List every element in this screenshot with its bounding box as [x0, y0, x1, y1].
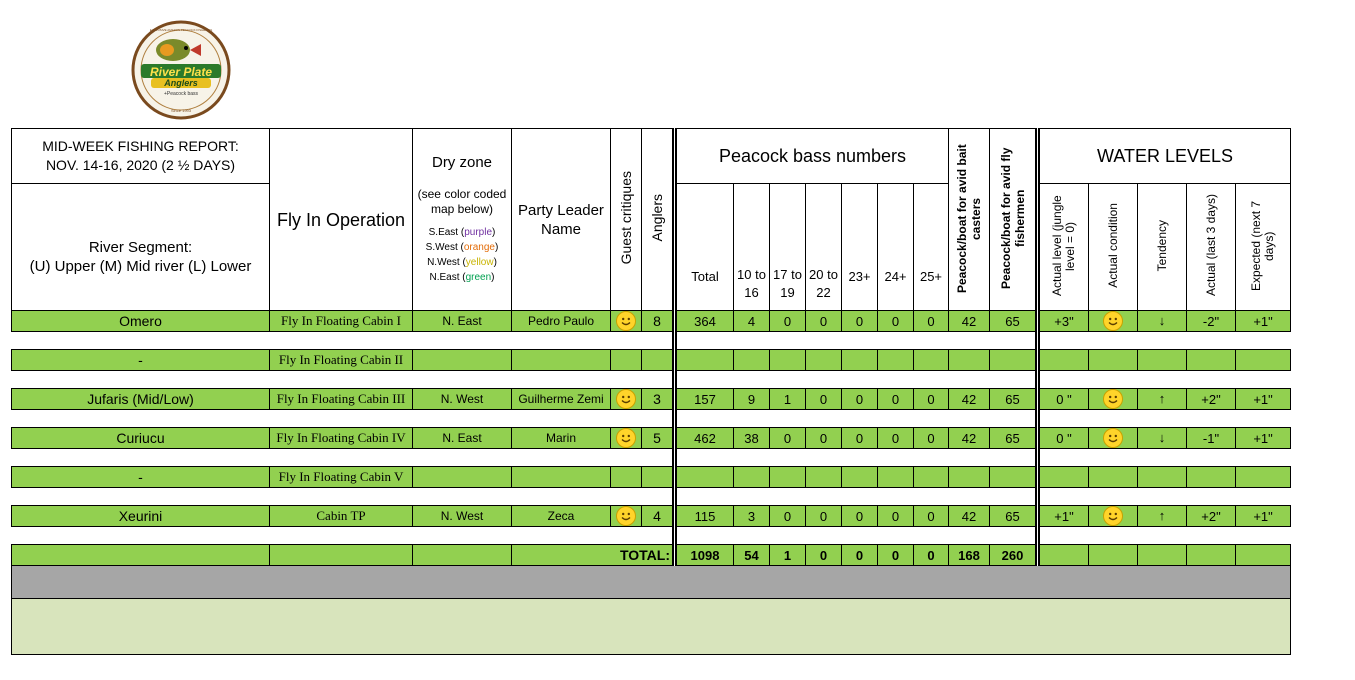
critique-cell — [611, 389, 642, 410]
smiley-icon — [616, 428, 636, 448]
logo-name-line1: River Plate — [149, 65, 213, 79]
total-count: 1098 — [675, 545, 734, 566]
leader-cell — [512, 467, 611, 488]
last3-cell: -2" — [1187, 311, 1236, 332]
c20-cell: 0 — [806, 506, 842, 527]
total-cell: 115 — [675, 506, 734, 527]
report-title-line1: MID-WEEK FISHING REPORT: — [42, 138, 239, 154]
next7-cell — [1236, 467, 1291, 488]
table-row — [12, 428, 1291, 449]
river-segment-line2: (U) Upper (M) Mid river (L) Lower — [29, 258, 252, 275]
c10-cell — [734, 467, 770, 488]
table-row — [12, 506, 1291, 527]
level-cell: +3" — [1038, 311, 1089, 332]
tendency-arrow-icon — [1138, 350, 1187, 371]
bait-cell: 42 — [949, 311, 990, 332]
c25-cell: 0 — [914, 506, 949, 527]
leader-cell: Zeca — [512, 506, 611, 527]
bait-cell: 42 — [949, 428, 990, 449]
fly-cell: 65 — [990, 428, 1038, 449]
c17-cell: 0 — [770, 428, 806, 449]
water-levels-header: WATER LEVELS — [1038, 129, 1291, 184]
total-cell: 364 — [675, 311, 734, 332]
size-col-20-22: 20 to 22 — [806, 184, 842, 311]
c10-cell: 9 — [734, 389, 770, 410]
spacer-row — [12, 488, 1291, 506]
fly-in-cell: Fly In Floating Cabin I — [270, 311, 413, 332]
gray-band — [12, 566, 1291, 599]
fly-cell: 65 — [990, 389, 1038, 410]
zone-north-east: N.East (green) — [429, 272, 495, 283]
total-20-22: 0 — [806, 545, 842, 566]
c25-cell — [914, 467, 949, 488]
c17-cell — [770, 350, 806, 371]
critique-cell — [611, 467, 642, 488]
bait-cell — [949, 467, 990, 488]
total-cell — [675, 350, 734, 371]
c24-cell: 0 — [878, 311, 914, 332]
smiley-icon — [1103, 428, 1123, 448]
condition-cell — [1089, 506, 1138, 527]
river-cell: Omero — [12, 311, 270, 332]
river-segment-header — [12, 184, 270, 311]
size-col-23-plus: 23+ — [842, 184, 878, 311]
peacock-numbers-header: Peacock bass numbers — [675, 129, 949, 184]
zone-south-west: S.West (orange) — [425, 242, 499, 253]
spacer-row — [12, 410, 1291, 428]
spacer-row — [12, 371, 1291, 389]
wl-actual-condition-header: Actual condition — [1089, 184, 1138, 311]
zone-cell: N. West — [413, 389, 512, 410]
report-title-line2: NOV. 14-16, 2020 (2 ½ DAYS) — [45, 157, 236, 173]
c17-cell: 1 — [770, 389, 806, 410]
river-cell: - — [12, 350, 270, 371]
tendency-arrow-icon — [1138, 467, 1187, 488]
smiley-icon — [616, 506, 636, 526]
anglers-cell: 5 — [642, 428, 675, 449]
fly-fishermen-header: Peacock/boat for avid fly fishermen — [990, 129, 1038, 311]
fly-cell — [990, 350, 1038, 371]
zone-cell — [413, 350, 512, 371]
anglers-cell: 3 — [642, 389, 675, 410]
level-cell: 0 " — [1038, 428, 1089, 449]
c24-cell: 0 — [878, 428, 914, 449]
critique-cell — [611, 428, 642, 449]
c10-cell: 3 — [734, 506, 770, 527]
spacer-row — [12, 332, 1291, 350]
logo-top-text: EXCLUSIVE AMAZON PEACOCK FISHERIES — [149, 28, 213, 32]
report-title — [12, 129, 270, 184]
next7-cell — [1236, 350, 1291, 371]
total-cell: 462 — [675, 428, 734, 449]
total-24-plus: 0 — [878, 545, 914, 566]
c20-cell — [806, 467, 842, 488]
c25-cell: 0 — [914, 389, 949, 410]
size-col-17-19: 17 to 19 — [770, 184, 806, 311]
condition-cell — [1089, 428, 1138, 449]
last3-cell — [1187, 350, 1236, 371]
condition-cell — [1089, 467, 1138, 488]
c24-cell: 0 — [878, 389, 914, 410]
c24-cell: 0 — [878, 506, 914, 527]
fishing-report-table — [11, 128, 1291, 655]
c23-cell: 0 — [842, 506, 878, 527]
table-row — [12, 350, 1291, 371]
fly-cell: 65 — [990, 506, 1038, 527]
zone-cell: N. East — [413, 311, 512, 332]
c24-cell — [878, 467, 914, 488]
zone-north-west: N.West (yellow) — [427, 257, 497, 268]
fly-cell — [990, 467, 1038, 488]
critique-cell — [611, 350, 642, 371]
table-row — [12, 389, 1291, 410]
river-segment-line1: River Segment: — [88, 239, 193, 256]
c10-cell — [734, 350, 770, 371]
last3-cell: -1" — [1187, 428, 1236, 449]
last3-cell — [1187, 467, 1236, 488]
anglers-cell — [642, 350, 675, 371]
bait-cell — [949, 350, 990, 371]
c23-cell — [842, 467, 878, 488]
logo-since: Since 1993 — [170, 108, 191, 113]
light-green-band — [12, 599, 1291, 655]
fly-in-cell: Fly In Floating Cabin II — [270, 350, 413, 371]
guest-critiques-header: Guest critiques — [611, 129, 642, 311]
size-col-10-16: 10 to 16 — [734, 184, 770, 311]
wl-next7-header: Expected (next 7 days) — [1236, 184, 1291, 311]
leader-cell: Pedro Paulo — [512, 311, 611, 332]
level-cell — [1038, 467, 1089, 488]
zone-south-east: S.East (purple) — [428, 227, 496, 238]
c20-cell — [806, 350, 842, 371]
bait-cell: 42 — [949, 506, 990, 527]
c23-cell: 0 — [842, 389, 878, 410]
fly-in-cell: Cabin TP — [270, 506, 413, 527]
dry-zone-note: (see color coded map below) — [417, 187, 507, 216]
bait-cell: 42 — [949, 389, 990, 410]
level-cell: 0 " — [1038, 389, 1089, 410]
totals-row — [12, 545, 1291, 566]
c17-cell — [770, 467, 806, 488]
party-leader-header: Party Leader Name — [512, 129, 611, 311]
tendency-arrow-icon: ↓ — [1138, 311, 1187, 332]
size-col-24-plus: 24+ — [878, 184, 914, 311]
river-cell: - — [12, 467, 270, 488]
bait-casters-header: Peacock/boat for avid bait casters — [949, 129, 990, 311]
c20-cell: 0 — [806, 389, 842, 410]
c23-cell — [842, 350, 878, 371]
smiley-icon — [616, 311, 636, 331]
next7-cell: +1" — [1236, 389, 1291, 410]
level-cell: +1" — [1038, 506, 1089, 527]
c25-cell: 0 — [914, 311, 949, 332]
total-23-plus: 0 — [842, 545, 878, 566]
zone-cell: N. West — [413, 506, 512, 527]
wl-last3-header: Actual (last 3 days) — [1187, 184, 1236, 311]
size-col-25-plus: 25+ — [914, 184, 949, 311]
total-10-16: 54 — [734, 545, 770, 566]
level-cell — [1038, 350, 1089, 371]
tendency-arrow-icon: ↑ — [1138, 506, 1187, 527]
anglers-cell — [642, 467, 675, 488]
c23-cell: 0 — [842, 428, 878, 449]
total-17-19: 1 — [770, 545, 806, 566]
spacer-row — [12, 527, 1291, 545]
spacer-row — [12, 449, 1291, 467]
wl-actual-level-header: Actual level (jungle level = 0) — [1038, 184, 1089, 311]
condition-cell — [1089, 311, 1138, 332]
leader-cell — [512, 350, 611, 371]
smiley-icon — [1103, 311, 1123, 331]
wl-tendency-header: Tendency — [1138, 184, 1187, 311]
river-cell: Jufaris (Mid/Low) — [12, 389, 270, 410]
c25-cell — [914, 350, 949, 371]
c25-cell: 0 — [914, 428, 949, 449]
tendency-arrow-icon: ↑ — [1138, 389, 1187, 410]
total-bait: 168 — [949, 545, 990, 566]
dry-zone-header — [413, 129, 512, 311]
smiley-icon — [1103, 389, 1123, 409]
last3-cell: +2" — [1187, 389, 1236, 410]
c20-cell: 0 — [806, 428, 842, 449]
fly-cell: 65 — [990, 311, 1038, 332]
table-row — [12, 311, 1291, 332]
anglers-cell: 4 — [642, 506, 675, 527]
fly-in-cell: Fly In Floating Cabin IV — [270, 428, 413, 449]
zone-cell: N. East — [413, 428, 512, 449]
c17-cell: 0 — [770, 311, 806, 332]
fly-in-cell: Fly In Floating Cabin V — [270, 467, 413, 488]
next7-cell: +1" — [1236, 506, 1291, 527]
c10-cell: 4 — [734, 311, 770, 332]
zone-cell — [413, 467, 512, 488]
c23-cell: 0 — [842, 311, 878, 332]
condition-cell — [1089, 350, 1138, 371]
critique-cell — [611, 506, 642, 527]
c24-cell — [878, 350, 914, 371]
totals-label: TOTAL: — [512, 545, 675, 566]
smiley-icon — [1103, 506, 1123, 526]
fly-in-operation-header: Fly In Operation — [270, 129, 413, 311]
smiley-icon — [616, 389, 636, 409]
c10-cell: 38 — [734, 428, 770, 449]
logo-name-line2: Anglers — [164, 78, 198, 88]
c17-cell: 0 — [770, 506, 806, 527]
total-fly: 260 — [990, 545, 1038, 566]
total-25-plus: 0 — [914, 545, 949, 566]
anglers-cell: 8 — [642, 311, 675, 332]
next7-cell: +1" — [1236, 428, 1291, 449]
leader-cell: Guilherme Zemi — [512, 389, 611, 410]
table-row — [12, 467, 1291, 488]
size-col-total: Total — [675, 184, 734, 311]
next7-cell: +1" — [1236, 311, 1291, 332]
logo-tagline: +Peacock bass — [163, 91, 199, 97]
dry-zone-title: Dry zone — [431, 154, 493, 171]
c20-cell: 0 — [806, 311, 842, 332]
river-cell: Xeurini — [12, 506, 270, 527]
leader-cell: Marin — [512, 428, 611, 449]
critique-cell — [611, 311, 642, 332]
anglers-header: Anglers — [642, 129, 675, 311]
last3-cell: +2" — [1187, 506, 1236, 527]
river-cell: Curiucu — [12, 428, 270, 449]
total-cell: 157 — [675, 389, 734, 410]
total-cell — [675, 467, 734, 488]
tendency-arrow-icon: ↓ — [1138, 428, 1187, 449]
fly-in-cell: Fly In Floating Cabin III — [270, 389, 413, 410]
condition-cell — [1089, 389, 1138, 410]
